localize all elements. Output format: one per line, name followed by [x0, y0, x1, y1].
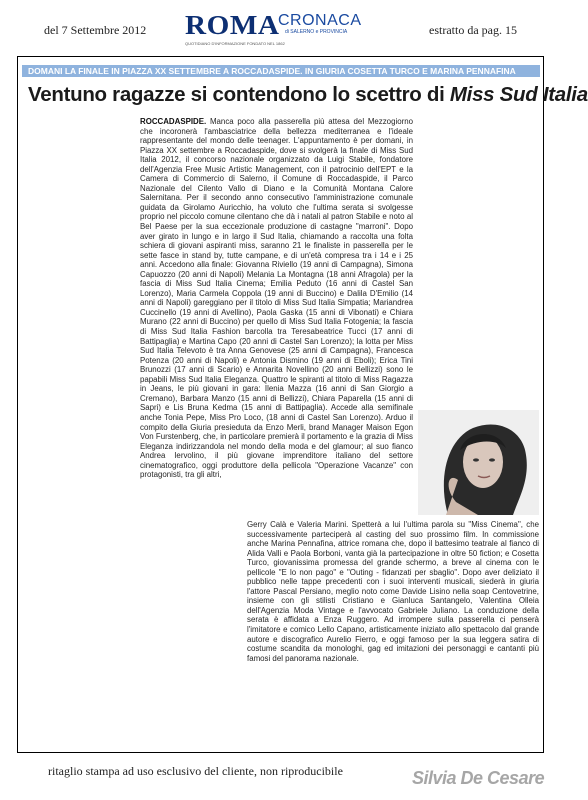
logo-subtitle: QUOTIDIANO D'INFORMAZIONE FONDATO NEL 1862: [185, 41, 285, 46]
logo-edition: di SALERNO e PROVINCIA: [285, 29, 348, 35]
portrait-photo: [418, 410, 539, 515]
article-column-1: [140, 117, 413, 517]
article-kicker: DOMANI LA FINALE IN PIAZZA XX SETTEMBRE A ROCCADASPIDE. IN GIURIA COSETTA TURCO E MARINA PENNAFINA: [22, 65, 540, 77]
logo-roma-text: ROMA: [185, 10, 280, 40]
newspaper-logo: [185, 12, 365, 48]
woman-portrait-image: [418, 410, 539, 515]
article-text-2: Gerry Calà e Valeria Marini. Spetterà a lui l'ultima parola su "Miss Cinema", che successivamente parteciperà al casting del suo prossimo film. In commissione anche Marina Pennafina, attrice romana che, dopo il battesimo teatrale al fianco di Alida Valli e Paola Borboni, vanta già la partecipazione in oltre 50 fiction; e Cosetta Turco, giovanissima promessa del grande schermo, a breve al cinema con le pellicole "E lo non pago" e "Outing - fidanzati per sbaglio". Dopo aver deliziato il pubblico nelle tappe precedenti con i suoi interventi musicali, siederà in giuria l'attore Pascal Persiano, meglio noto come Davide Lisino nella soap Centovetrine, insieme con gli stilisti Cristiano e Gianluca Santangelo, Valentina Olleia dell'Agenzia Moda Vintage e l'avvocato Gabriele Juliano. La conduzione della serata è affidata a Enza Ruggero. Ad irrompere sulla passerella ci penserà l'imitatore e comico Lello Capano, artisticamente iniziato allo spettacolo dal grande autore e discografico Aurelio Fierro, e oggi famoso per la sua leggera satira di costume scandita da monologhi, gag ed imitazioni dei personaggi e cantanti più famosi del panorama nazionale.: [247, 520, 539, 663]
header-extract: estratto da pag. 15: [429, 23, 517, 37]
signature-watermark: Silvia De Cesare: [412, 768, 545, 788]
headline-main: Ventuno ragazze si contendono lo scettro di: [28, 83, 450, 106]
article-text-1: Manca poco alla passerella più attesa del Mezzogiorno che incoronerà l'ambasciatrice della bellezza mediterranea e l'ideale rappresentante del mondo delle teenager. L'appuntamento è per domani, in Piazza XX settembre a Roccadaspide, dove si svolgerà la finale di Miss Sud Italia 2012, il concorso nazionale organizzato da Luigi Stabile, fondatore dell'Agenzia Free Music Artistic Management, con il patrocinio dell'EPT e la Camera di Commercio di Salerno, il Comune di Roccadaspide, il Parco Nazionale del Cilento Vallo di Diano e la Comunità Montana Calore Salernitana. Per il secondo anno consecutivo l'amministrazione comunale guidata da Girolamo Auricchio, ha voluto che l'ultima serata si svolgesse proprio nel piccolo comune cilentano che dà i natali al patron Stabile e noto al Bel Paese per la sua eccezionale produzione di castagne "marroni". Dopo aver girato in lungo e in largo il Sud Italia, chiamando a raccolta una folta schiera di giovani aspiranti miss, saranno 21 le finaliste in passerella per le sette fasce in stand by, tutte campane, e di un'età compresa tra i 14 e i 25 anni. Accedono alla finale: Giovanna Riviello (19 anni di Campagna), Simona Capuozzo (20 anni di Napoli) Melania La Montagna (18 anni Afragola) per la fascia di Miss Sud Italia Cinema; Emilia Peduto (16 anni di Castel San Lorenzo), Maria Carmela Coppola (19 anni di Buccino) e Dalila D'Emilio (14 anni di Napoli) gareggiano per il titolo di Miss Sud Italia Simpatia; Mariandrea Cuccinello (19 anni di Avellino), Paola Gaska (15 anni di Vibonati) e Chiara Murano (22 anni di Buccino) per quello di Miss Sud Italia Fotogenia; la fascia di Miss Sud Italia Fashion barcolla tra Teresabeatrice Tucci (17 anni di Battipaglia) e Martina Capo (20 anni di Castel San Lorenzo); la lotta per Miss Sud Italia Televoto è tra Anna Genovese (25 anni di Campagna), Francesca Potenza (20 anni di Napoli) e Antonia Dismino (19 anni di Eboli); Erica Tini Brunozzi (17 anni di Scario) e Annarita Novellino (20 anni Bellizzi) sono le papabili Miss Sud Italia Eleganza. Quattro le spiranti al titolo di Miss Ragazza in Jeans, le più giovani in gara: Ilenia Mazza (16 anni di San Giorgio a Cremano), Barbara Manzo (15 anni di Bellizzi), Chiara Paparella (15 anni di Sapri) e Lis Bruna Kedma (15 anni di Battipaglia). Accede alla semifinale anche Tonia Pepe, Miss Pro Loco, (18 anni di Castel San Lorenzo). Arduo il compito della Giuria presieduta da Enzo Merli, brand Manager Maison Egon Von Furstenberg, che, in particolare premierà il portamento e la grazia di Miss Eleganza indirizzandola nel mondo della moda e del glamour; al suo fianco Andrea Iervolino, il più giovane imprenditore italiano del settore cinematografico, oggi produttore della pellicola "Operazione Vacanze" con protagonisti, tra gli altri,: [140, 117, 413, 480]
headline-emphasis: Miss Sud Italia: [449, 83, 588, 106]
article-column-2: [247, 520, 539, 745]
logo-cronaca-text: CRONACA: [278, 12, 362, 29]
article-headline: [28, 83, 588, 107]
header-date: del 7 Settembre 2012: [44, 23, 147, 37]
dateline: ROCCADASPIDE.: [140, 117, 207, 126]
footer-disclaimer: ritaglio stampa ad uso esclusivo del cliente, non riproducibile: [48, 764, 343, 778]
